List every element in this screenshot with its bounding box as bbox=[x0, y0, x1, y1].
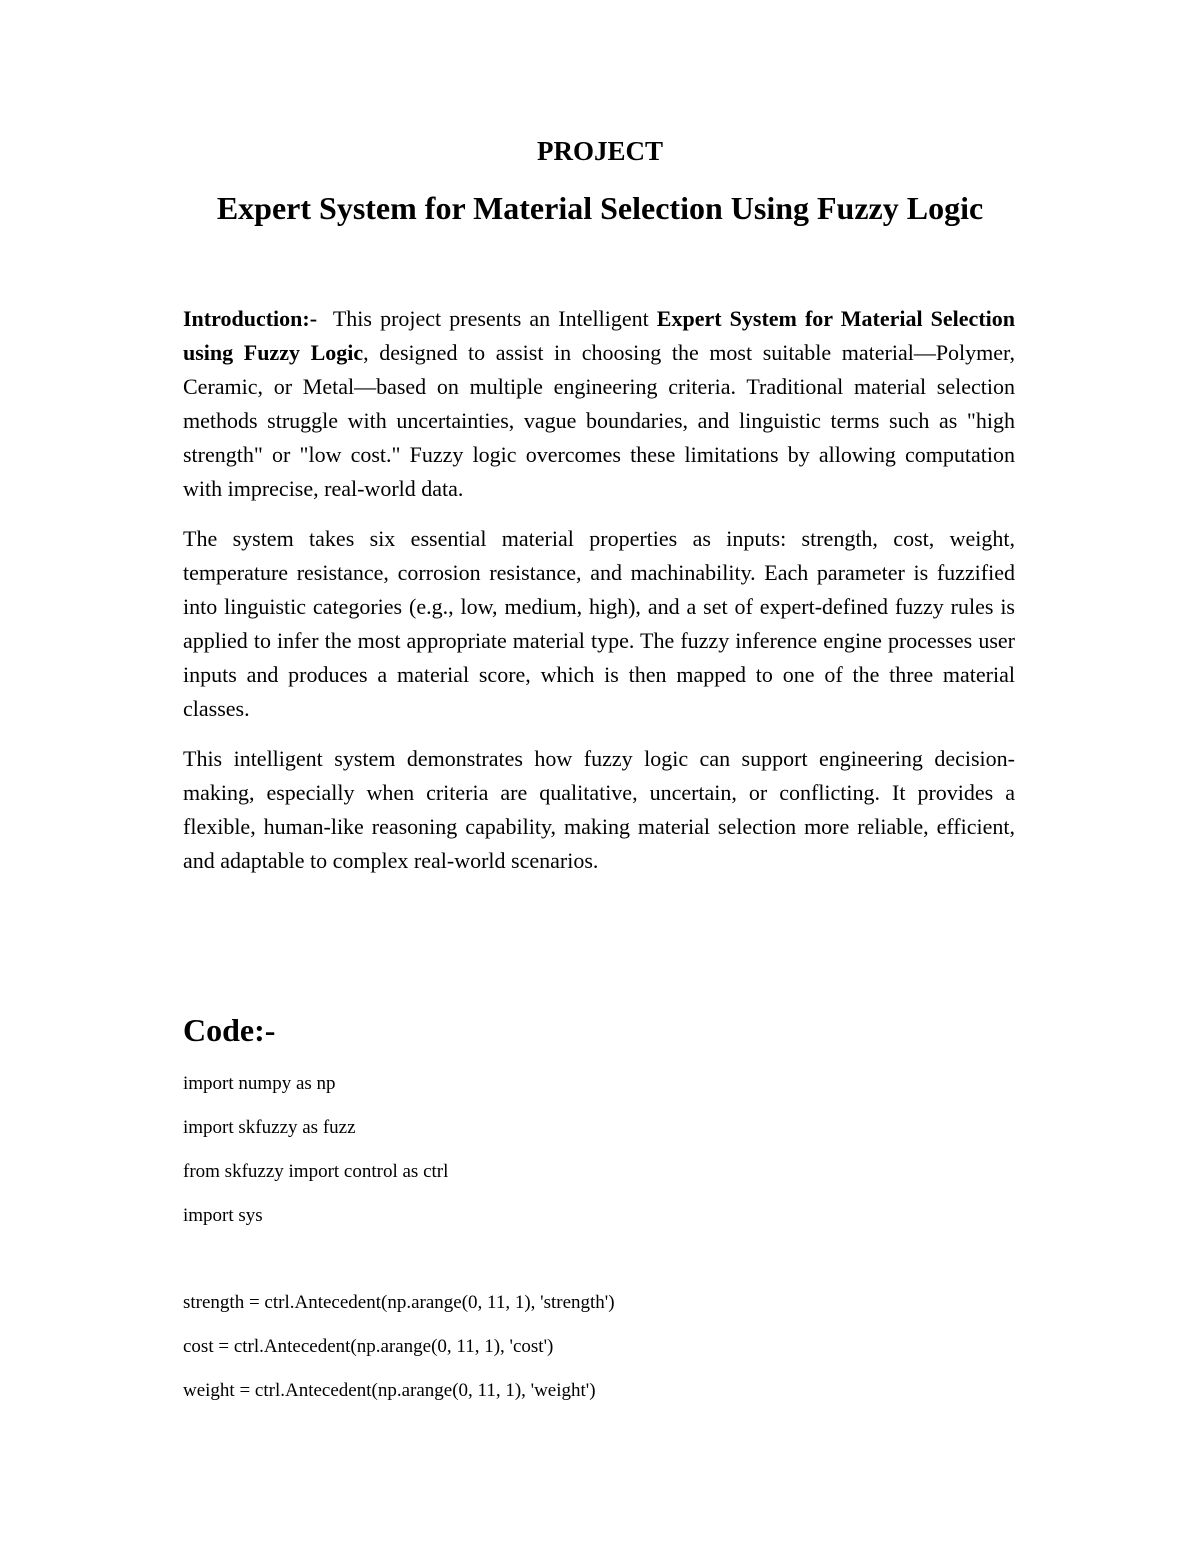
paragraph: This intelligent system demonstrates how fuzzy logic can support engineering decision-making, especially when criteria are qualitative, uncertain, or conflicting. It provides a flexible, human-like reasoning capability, making material selection more reliable, efficient, and adaptable to complex real-world scenarios. bbox=[183, 746, 1015, 873]
code-line: strength = ctrl.Antecedent(np.arange(0, 11, 1), 'strength') bbox=[183, 1292, 615, 1313]
document-title: Expert System for Material Selection Using Fuzzy Logic bbox=[216, 190, 984, 226]
intro-paragraph bbox=[183, 302, 1015, 506]
code-line: import skfuzzy as fuzz bbox=[183, 1117, 356, 1138]
code-line: import numpy as np bbox=[183, 1073, 336, 1094]
document-label: PROJECT bbox=[536, 136, 663, 166]
code-line: cost = ctrl.Antecedent(np.arange(0, 11, 1), 'cost') bbox=[183, 1336, 554, 1357]
code-line: weight = ctrl.Antecedent(np.arange(0, 11, 1), 'weight') bbox=[183, 1380, 596, 1401]
code-line: from skfuzzy import control as ctrl bbox=[183, 1161, 449, 1182]
body-text bbox=[183, 302, 1015, 894]
intro-rest: , designed to assist in choosing the most suitable material—Polymer, Ceramic, or Metal—based on multiple engineering criteria. Traditional material selection methods struggle with uncertainties, vague boundaries, and linguistic terms such as "high strength" or "low cost." Fuzzy logic overcomes these limitations by allowing computation with imprecise, real-world data. bbox=[183, 340, 1015, 501]
intro-heading: Introduction:- bbox=[183, 306, 318, 331]
intro-lead: This project presents an Intelligent bbox=[332, 306, 657, 331]
code-block bbox=[183, 1066, 1043, 1417]
paragraph: The system takes six essential material properties as inputs: strength, cost, weight, temperature resistance, corrosion resistance, and machinability. Each parameter is fuzzified into linguistic categories (e.g., low, medium, high), and a set of expert-defined fuzzy rules is applied to infer the most appropriate material type. The fuzzy inference engine processes user inputs and produces a material score, which is then mapped to one of the three material classes. bbox=[183, 526, 1015, 721]
intro-bold-term: Expert System for Material Selection using Fuzzy Logic bbox=[183, 306, 1015, 365]
code-line: import sys bbox=[183, 1205, 263, 1226]
code-line-blank bbox=[183, 1242, 1043, 1285]
code-heading: Code:- bbox=[183, 1012, 276, 1048]
